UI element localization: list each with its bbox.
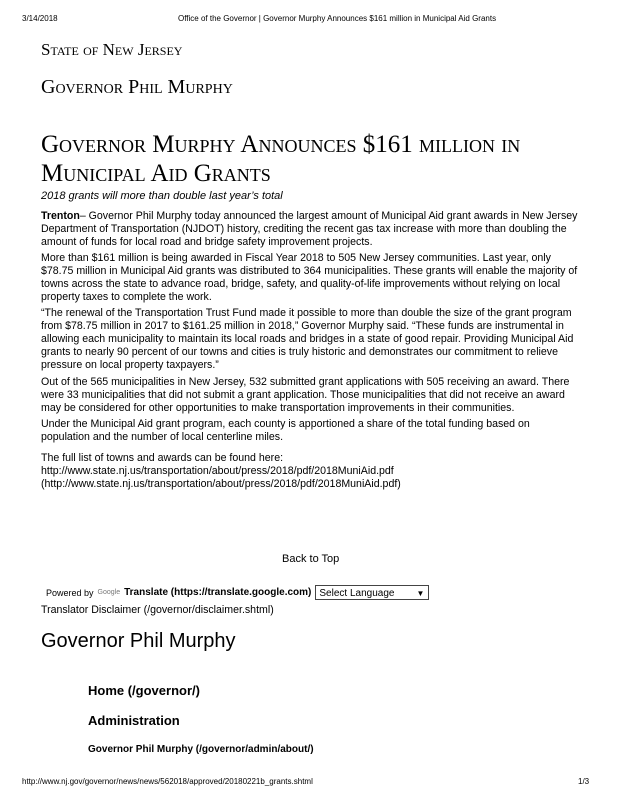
language-select-value: Select Language bbox=[319, 588, 395, 599]
paragraph-6 bbox=[41, 452, 581, 491]
paragraph-4: Out of the 565 municipalities in New Jersey, 532 submitted grant applications with 505 receiving an award. There were 33 municipalities that did not submit a grant application. Those municipalities that did not receive an award may be considered for other opportunities to make transportation improvements in their communities. bbox=[41, 376, 570, 414]
paragraph-6-intro: The full list of towns and awards can be found here: bbox=[41, 452, 284, 464]
print-url: http://www.nj.gov/governor/news/news/562018/approved/20180221b_grants.shtml bbox=[22, 777, 313, 786]
powered-by-label: Powered by bbox=[46, 587, 94, 598]
article-subtitle: 2018 grants will more than double last year’s total bbox=[41, 190, 283, 202]
state-name[interactable]: State of New Jersey bbox=[41, 40, 183, 59]
translate-bar bbox=[46, 585, 429, 600]
paragraph-1 bbox=[41, 210, 581, 249]
back-to-top-link[interactable]: Back to Top bbox=[282, 553, 340, 565]
nav-home-link[interactable]: Home (/governor/) bbox=[88, 683, 200, 698]
translator-disclaimer-link[interactable]: Translator Disclaimer (/governor/disclaimer.shtml) bbox=[41, 604, 274, 616]
dropdown-arrow-icon: ▼ bbox=[416, 589, 425, 598]
paragraph-3: “The renewal of the Transportation Trust Fund made it possible to more than double the size of the grant program from $78.75 million in 2017 to $161.25 million in 2018,” Governor Murphy said. “These funds are instrumental in allowing each municipality to maintain its local roads and bridges in a state of good repair. Providing Municipal Aid grants to nearly 90 percent of our towns and cities is truly historic and demonstrates our commitment to relieve pressure on local property taxpayers.” bbox=[41, 307, 574, 371]
translate-link[interactable]: Translate (https://translate.google.com) bbox=[124, 587, 312, 598]
awards-link[interactable]: http://www.state.nj.us/transportation/about/press/2018/pdf/2018MuniAid.pdf bbox=[41, 465, 394, 477]
nav-administration[interactable]: Administration bbox=[88, 713, 180, 728]
awards-link-url[interactable]: (http://www.state.nj.us/transportation/about/press/2018/pdf/2018MuniAid.pdf) bbox=[41, 478, 401, 490]
site-title[interactable]: Governor Phil Murphy bbox=[41, 76, 233, 98]
dateline: Trenton bbox=[41, 210, 80, 222]
page-number: 1/3 bbox=[578, 777, 590, 786]
article-headline: Governor Murphy Announces $161 million in Municipal Aid Grants bbox=[41, 131, 521, 187]
print-date: 3/14/2018 bbox=[22, 14, 58, 23]
footer-title: Governor Phil Murphy bbox=[41, 630, 236, 652]
nav-governor-about-link[interactable]: Governor Phil Murphy (/governor/admin/about/) bbox=[88, 744, 314, 755]
paragraph-1-text: – Governor Phil Murphy today announced the largest amount of Municipal Aid grant awards in New Jersey Department of Transportation (NJDOT) history, crediting the recent gas tax increase with more than doubling the amount of funds for local road and bridge safety improvement projects. bbox=[41, 210, 578, 248]
paragraph-5: Under the Municipal Aid grant program, each county is apportioned a share of the total funding based on population and the number of local centerline miles. bbox=[41, 418, 530, 443]
google-logo-icon: Google bbox=[97, 589, 121, 596]
paragraph-2: More than $161 million is being awarded in Fiscal Year 2018 to 505 New Jersey communities. Last year, only $78.75 million in Municipal Aid grants was distributed to 364 municipalities. These grants will enable the majority of towns across the state to advance road, bridge, safety, and quality-of-life improvements without relying on local property taxes to complete the work. bbox=[41, 252, 578, 303]
language-select[interactable] bbox=[315, 585, 429, 600]
print-title: Office of the Governor | Governor Murphy Announces $161 million in Municipal Aid Grants bbox=[178, 14, 497, 23]
